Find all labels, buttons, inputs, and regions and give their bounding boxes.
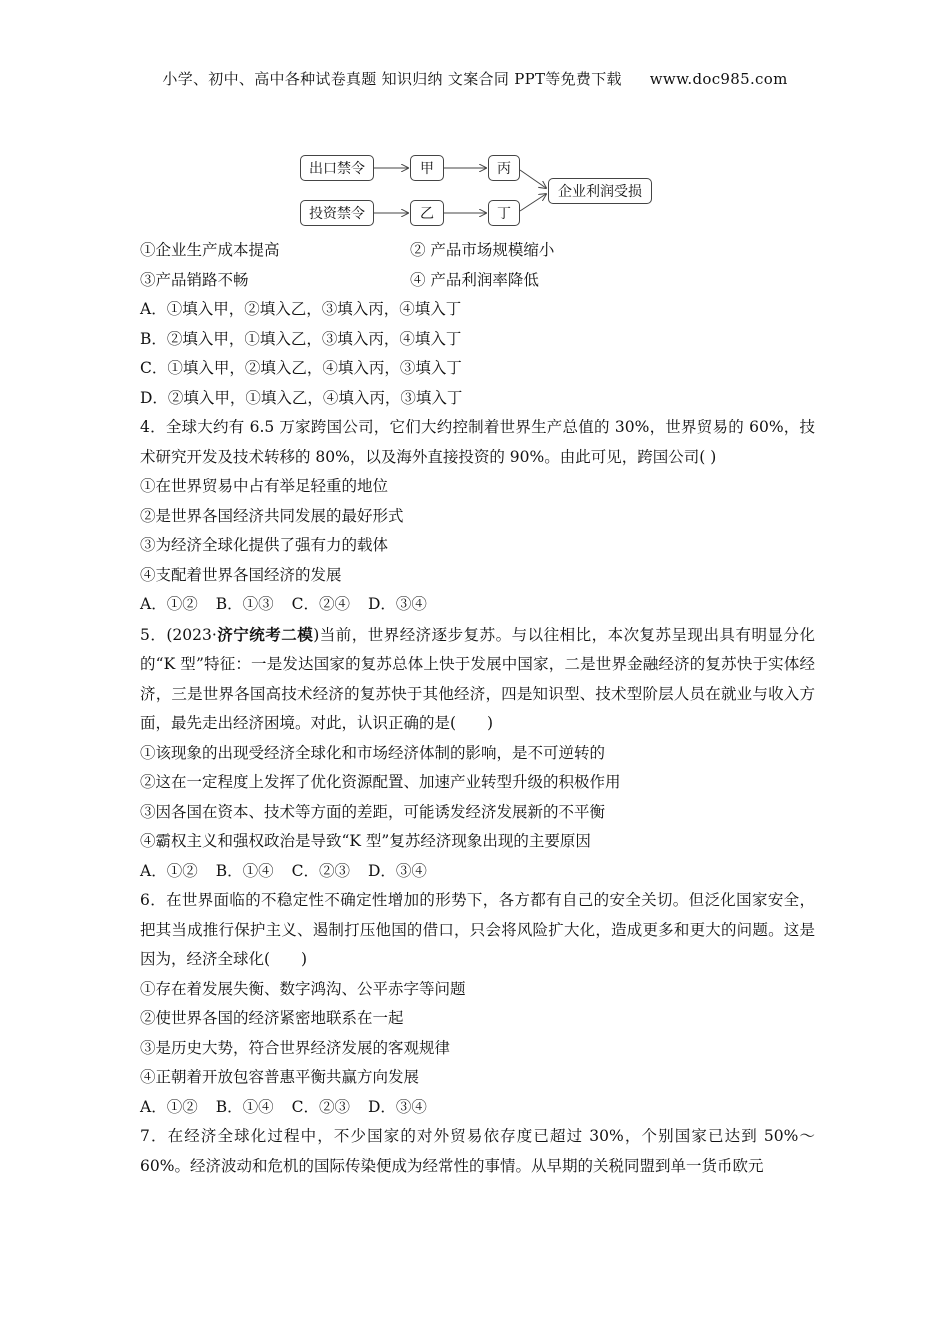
flow-diagram [300, 150, 660, 230]
q3-choice-c: C．①填入甲，②填入乙，④填入丙，③填入丁 [140, 359, 462, 377]
result-box: 企业利润受损 [548, 178, 652, 204]
q3-item: ①企业生产成本提高 [140, 241, 280, 259]
q6-option-b: B．①④ [215, 1097, 274, 1116]
q6-stem: 6．在世界面临的不稳定性不确定性增加的形势下，各方都有自己的安全关切。但泛化国家安全，把其当成推行保护主义、遏制打压他国的借口，只会将风险扩大化，造成更多和更大的问题。这是因为，经济全球化( ) [140, 891, 815, 968]
q6-item: ②使世界各国的经济紧密地联系在一起 [140, 1009, 404, 1027]
q6-option-c: C．②③ [291, 1097, 350, 1116]
q5-option-b: B．①④ [215, 861, 274, 880]
arrow-ding-result [520, 194, 546, 211]
q4-item: ②是世界各国经济共同发展的最好形式 [140, 506, 404, 525]
q6-item: ③是历史大势，符合世界经济发展的客观规律 [140, 1038, 451, 1057]
q6-option-d: D．③④ [367, 1097, 427, 1116]
q4-option-d: D．③④ [367, 595, 427, 613]
q4-item: ④支配着世界各国经济的发展 [140, 565, 342, 584]
q4-option-c: C．②④ [291, 595, 350, 613]
investment-ban-box: 投资禁令 [300, 200, 374, 226]
bing-box: 丙 [488, 155, 520, 181]
jia-box: 甲 [410, 155, 444, 181]
arrow-bing-result [520, 170, 546, 188]
q7-stem: 7．在经济全球化过程中，不少国家的对外贸易依存度已超过 30%，个别国家已达到 50%～60%。经济波动和危机的国际传染便成为经常性的事情。从早期的关税同盟到单一货币欧元 [140, 1127, 815, 1175]
q6-item: ④正朝着开放包容普惠平衡共赢方向发展 [140, 1068, 420, 1086]
q5-option-c: C．②③ [291, 861, 350, 880]
q4-options [140, 590, 815, 620]
q3-item: ② 产品市场规模缩小 [410, 241, 555, 259]
q5-number: 5．(2023· [140, 625, 217, 644]
q3-items-row1 [140, 236, 815, 266]
q5-item: ①该现象的出现受经济全球化和市场经济体制的影响，是不可逆转的 [140, 743, 606, 762]
ding-box: 丁 [488, 200, 520, 226]
q5-stem-text: )当前，世界经济逐步复苏。与以往相比，本次复苏呈现出具有明显分化的“K 型”特征：一是发达国家的复苏总体上快于发展中国家，二是世界金融经济的复苏快于实体经济，三是世界各国高技术经济的复苏快于其他经济，四是知识型、技术型阶层人员在就业与收入方面，最先走出经济困境。对此，认识正确的是( ) [140, 625, 815, 732]
q3-choice-a: A．①填入甲，②填入乙，③填入丙，④填入丁 [140, 300, 462, 318]
header-text: 小学、初中、高中各种试卷真题 知识归纳 文案合同 PPT等免费下载 [162, 70, 622, 88]
q5-stem [140, 620, 815, 739]
q6-item: ①存在着发展失衡、数字鸿沟、公平赤字等问题 [140, 979, 466, 998]
q5-option-a: A．①② [140, 861, 198, 880]
q3-item: ③产品销路不畅 [140, 270, 249, 289]
q5-option-d: D．③④ [367, 861, 427, 880]
q6-option-a: A．①② [140, 1097, 198, 1116]
q5-source: 济宁统考二模 [216, 624, 314, 644]
q4-item: ③为经济全球化提供了强有力的载体 [140, 536, 389, 554]
header-site[interactable]: www.doc985.com [649, 70, 788, 88]
question-content [140, 236, 815, 1181]
q3-item: ④ 产品利润率降低 [410, 270, 539, 289]
q5-options [140, 857, 815, 887]
page-header [0, 68, 950, 89]
q5-item: ②这在一定程度上发挥了优化资源配置、加速产业转型升级的积极作用 [140, 773, 621, 791]
yi-box: 乙 [410, 200, 444, 226]
q5-item: ③因各国在资本、技术等方面的差距，可能诱发经济发展新的不平衡 [140, 802, 606, 821]
q4-option-b: B．①③ [215, 595, 274, 613]
q3-choice-d: D．②填入甲，①填入乙，④填入丙，③填入丁 [140, 388, 463, 407]
q3-items-row2 [140, 266, 815, 296]
q5-item: ④霸权主义和强权政治是导致“K 型”复苏经济现象出现的主要原因 [140, 832, 591, 850]
q4-stem: 4．全球大约有 6.5 万家跨国公司，它们大约控制着世界生产总值的 30%，世界贸易的 60%，技术研究开发及技术转移的 80%，以及海外直接投资的 90%。由此可见，跨国公司( ) [140, 418, 815, 466]
q6-options [140, 1093, 815, 1123]
q4-option-a: A．①② [140, 595, 198, 613]
export-ban-box: 出口禁令 [300, 155, 374, 181]
q4-item: ①在世界贸易中占有举足轻重的地位 [140, 477, 389, 495]
q3-choice-b: B．②填入甲，①填入乙，③填入丙，④填入丁 [140, 329, 462, 348]
